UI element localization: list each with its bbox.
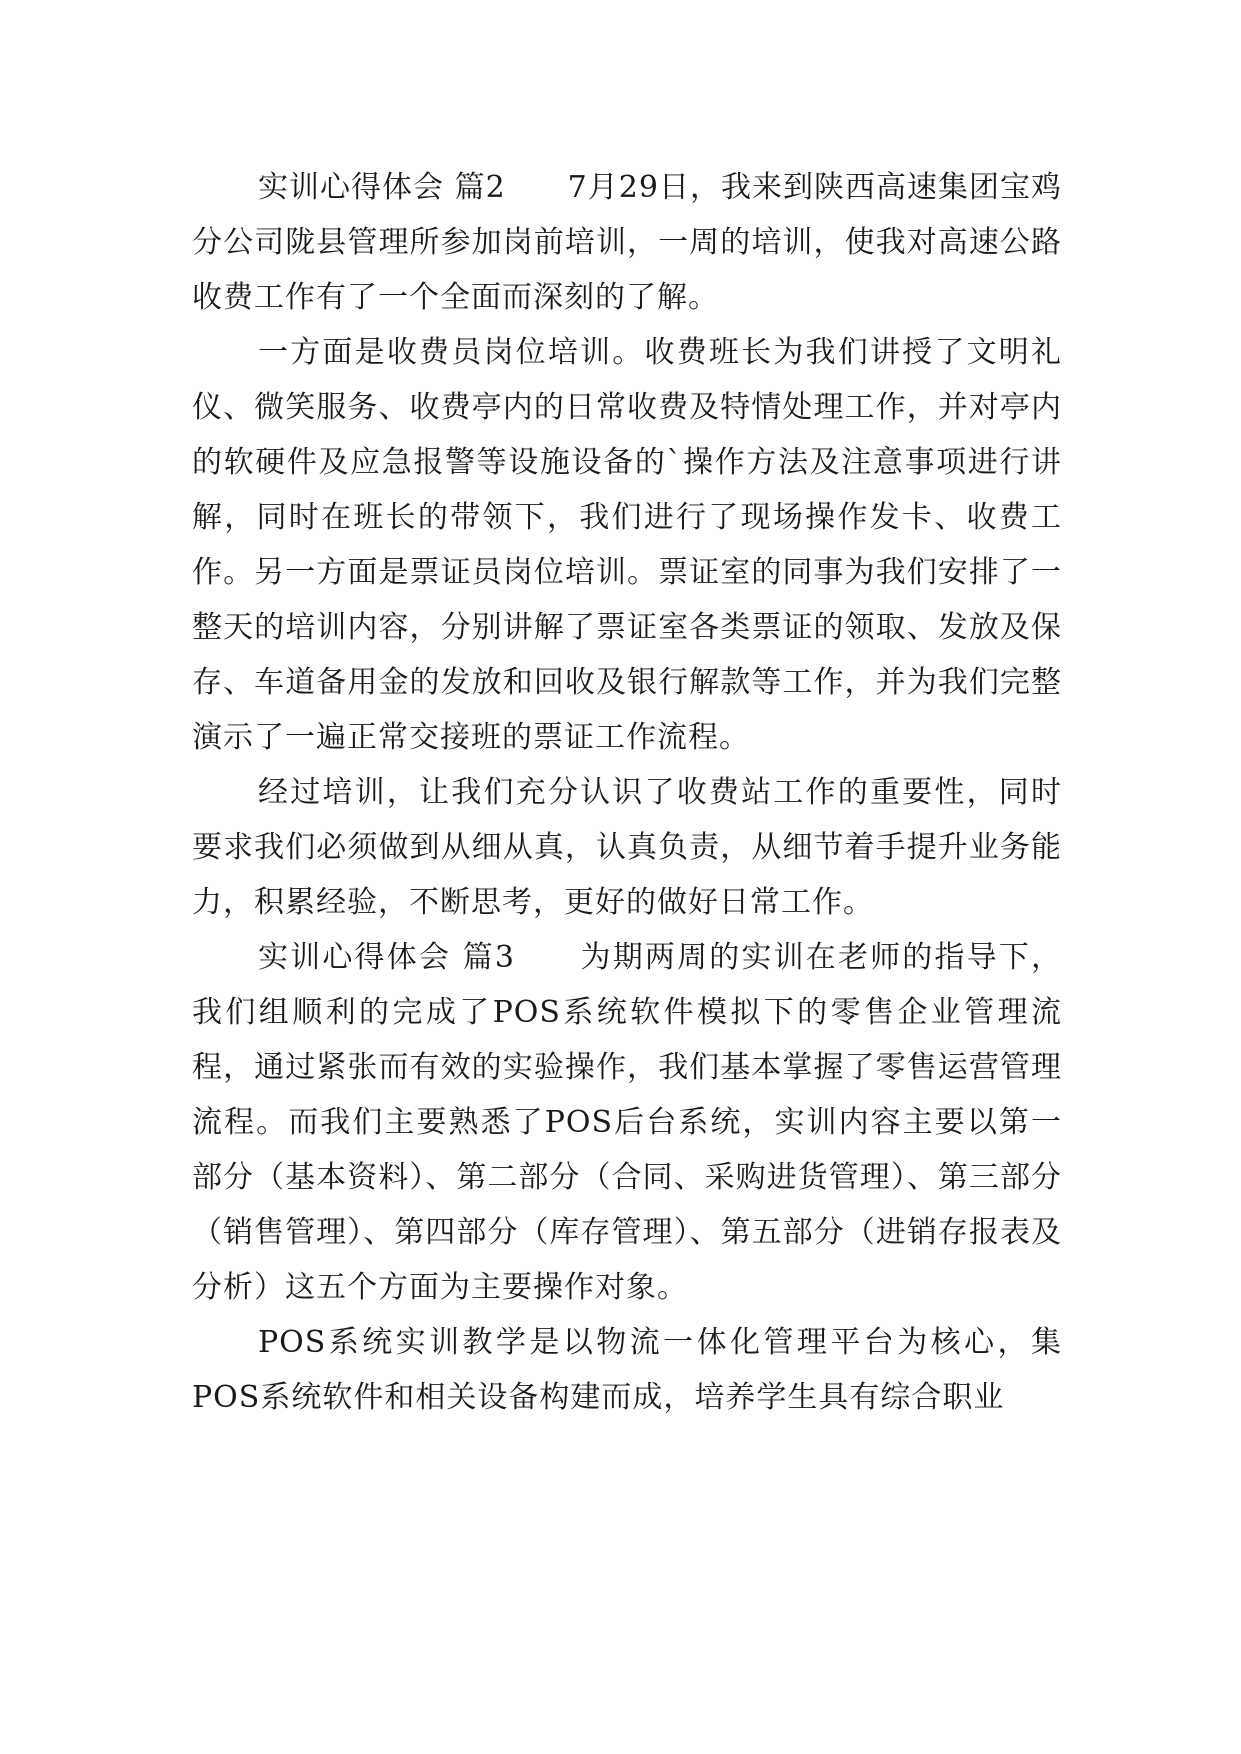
paragraph: POS系统实训教学是以物流一体化管理平台为核心，集POS系统软件和相关设备构建而成，培养学生具有综合职业 <box>192 1325 1062 1415</box>
document-body <box>192 160 1062 1425</box>
paragraph: 一方面是收费员岗位培训。收费班长为我们讲授了文明礼仪、微笑服务、收费亭内的日常收费及特情处理工作，并对亭内的软硬件及应急报警等设施设备的`操作方法及注意事项进行讲解，同时在班长的带领下，我们进行了现场操作发卡、收费工作。另一方面是票证员岗位培训。票证室的同事为我们安排了一整天的培训内容，分别讲解了票证室各类票证的领取、发放及保存、车道备用金的发放和回收及银行解款等工作，并为我们完整演示了一遍正常交接班的票证工作流程。 <box>192 335 1062 755</box>
paragraph: 实训心得体会 篇3 为期两周的实训在老师的指导下，我们组顺利的完成了POS系统软件模拟下的零售企业管理流程，通过紧张而有效的实验操作，我们基本掌握了零售运营管理流程。而我们主要熟悉了POS后台系统，实训内容主要以第一部分（基本资料）、第二部分（合同、采购进货管理）、第三部分（销售管理）、第四部分（库存管理）、第五部分（进销存报表及分析）这五个方面为主要操作对象。 <box>192 940 1062 1305</box>
paragraph: 实训心得体会 篇2 7月29日，我来到陕西高速集团宝鸡分公司陇县管理所参加岗前培训，一周的培训，使我对高速公路收费工作有了一个全面而深刻的了解。 <box>192 170 1062 315</box>
paragraph: 经过培训，让我们充分认识了收费站工作的重要性，同时要求我们必须做到从细从真，认真负责，从细节着手提升业务能力，积累经验，不断思考，更好的做好日常工作。 <box>192 775 1062 920</box>
